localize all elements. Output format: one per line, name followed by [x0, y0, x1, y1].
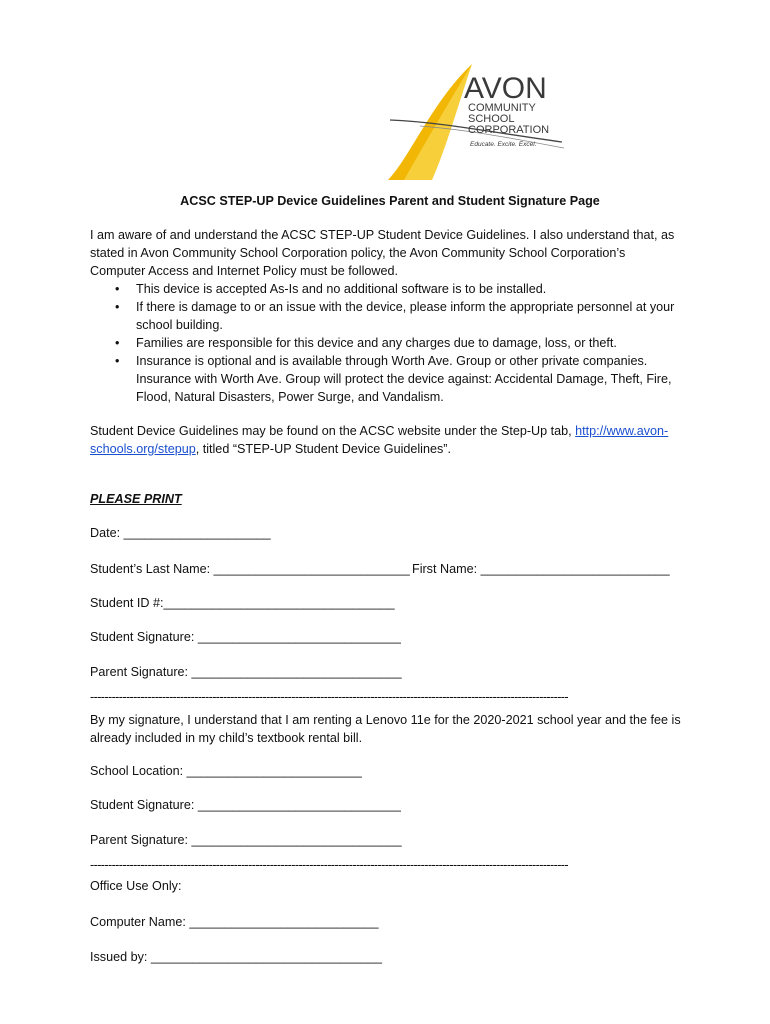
student-id-field[interactable]: Student ID #:_________________________________ — [90, 596, 395, 610]
bullet-icon: • — [115, 282, 120, 296]
date-field[interactable]: Date: _____________________ — [90, 526, 271, 540]
logo-community-text: COMMUNITY — [468, 102, 536, 114]
bullet-icon: • — [115, 336, 120, 350]
parent-signature-field[interactable]: Parent Signature: ______________________________ — [90, 665, 402, 679]
logo-tagline-text: Educate. Excite. Excel. — [470, 141, 537, 148]
student-signature-field-2[interactable]: Student Signature: _____________________________ — [90, 798, 401, 812]
student-first-name-field[interactable]: First Name: ___________________________ — [412, 562, 670, 576]
list-item — [90, 280, 680, 298]
agreement-paragraph: By my signature, I understand that I am renting a Lenovo 11e for the 2020-2021 school year and the fee is already included in my child’s textbook rental bill. — [90, 713, 681, 745]
list-item — [90, 334, 680, 352]
bullet-icon: • — [115, 300, 120, 314]
logo-school-text: SCHOOL — [468, 113, 515, 125]
separator-line-2: ------------------------------------------------------------------------------------------------------------------------------------- — [90, 858, 568, 872]
office-use-heading: Office Use Only: — [90, 879, 182, 893]
school-location-field[interactable]: School Location: _________________________ — [90, 764, 362, 778]
guidelines-paragraph — [90, 422, 690, 458]
list-item — [90, 298, 680, 334]
guidelines-suffix: , titled “STEP-UP Student Device Guidelines”. — [195, 442, 451, 456]
intro-paragraph: I am aware of and understand the ACSC STEP-UP Student Device Guidelines. I also understand that, as stated in Avon Community School Corporation policy, the Avon Community School Corporation’s Computer Access and Internet Policy must be followed. — [90, 228, 675, 278]
guidelines-prefix: Student Device Guidelines may be found on the ACSC website under the Step-Up tab, — [90, 424, 576, 438]
avon-logo — [380, 62, 570, 184]
list-item — [90, 352, 680, 406]
student-last-name-field[interactable]: Student’s Last Name: ____________________________ — [90, 562, 410, 576]
list-item-text: This device is accepted As-Is and no additional software is to be installed. — [136, 282, 547, 296]
computer-name-field[interactable]: Computer Name: ___________________________ — [90, 915, 379, 929]
bullet-icon: • — [115, 354, 120, 368]
please-print-heading: PLEASE PRINT — [90, 492, 182, 506]
page-title: ACSC STEP-UP Device Guidelines Parent and Student Signature Page — [180, 194, 600, 208]
separator-line: ------------------------------------------------------------------------------------------------------------------------------------- — [90, 690, 568, 704]
student-signature-field[interactable]: Student Signature: _____________________________ — [90, 630, 401, 644]
list-item-text: If there is damage to or an issue with the device, please inform the appropriate personnel at your school building. — [136, 300, 675, 332]
logo-avon-text: AVON — [464, 72, 547, 105]
stepup-link[interactable]: http://www.avon-schools.org/stepup — [90, 424, 669, 456]
avon-logo-graphic — [380, 62, 570, 184]
logo-corporation-text: CORPORATION — [468, 124, 550, 136]
parent-signature-field-2[interactable]: Parent Signature: ______________________________ — [90, 833, 402, 847]
list-item-text: Families are responsible for this device and any charges due to damage, loss, or theft. — [136, 336, 617, 350]
issued-by-field[interactable]: Issued by: _________________________________ — [90, 950, 383, 964]
list-item-text: Insurance is optional and is available through Worth Ave. Group or other private companies. Insurance with Worth Ave. Group will protect the device against: Accidental Damage, Theft, Fire, Flood, Natural Disasters, Power Surge, and Vandalism. — [136, 354, 672, 404]
guideline-list — [90, 280, 680, 406]
